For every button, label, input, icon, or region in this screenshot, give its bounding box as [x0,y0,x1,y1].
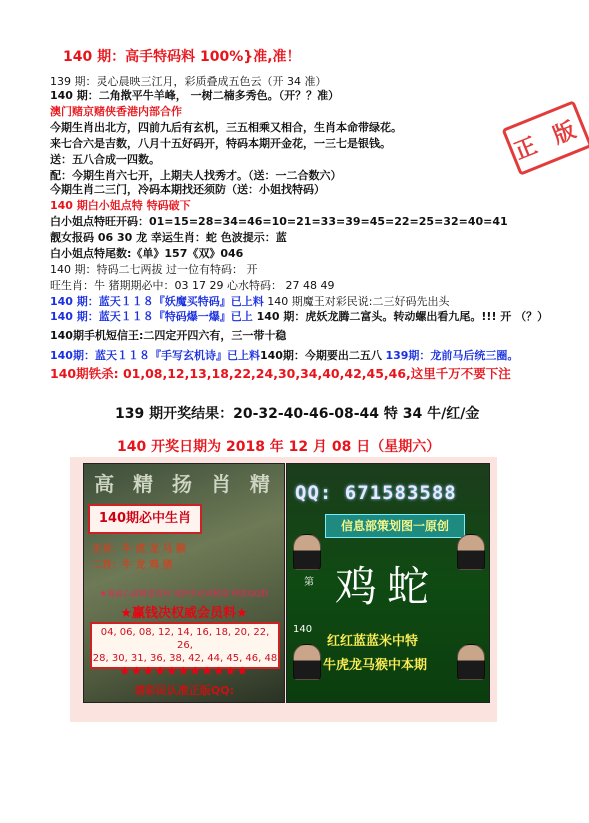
tail-numbers-line: 白小姐点特尾数:《单》157《双》046 [50,247,244,260]
line-140: 140 期：二角揿平牛羊峰， 一树二楠多秀色。（开？？准） [50,89,340,102]
left-promo-numbers [90,622,280,669]
result-139: 139 期开奖结果：20-32-40-46-08-44 特 34 牛/红/金 [115,406,480,422]
headline: 140 期：高手特码料 100%}准,准！ [63,49,301,65]
avatar [457,644,485,680]
right-promo-issue-number: 140 [293,624,313,635]
blue-sky-line-3 [50,348,518,363]
left-promo-lines [92,542,186,574]
right-promo-issue-label: 第 [304,577,314,588]
left-promo-line-2: 二肖：牛 龙 鸡 猪 [92,560,173,571]
avatar [293,534,321,570]
poem-line-2: 来七合六是吉数，八月十五好码开，特码本期开金花，一三七是银钱。 [50,137,391,150]
blue-sky-note-4: 139期：龙前马后统三圈。 [385,349,519,362]
lucky-zodiac-line: 旺生肖：牛 猪期期必中：03 17 29 心水特码： 27 48 49 [50,279,335,292]
poem-line-4: 配：今期生肖六七开，上期夫人找秀才。（送：一二合数六） [50,169,342,182]
iron-kill-line: 140期铁杀: 01,08,12,13,18,22,24,30,34,40,42,45,46,这里千万不要下注 [50,366,511,381]
poem-line-1: 今期生肖出北方，四前九后有玄机，三五相乘又相合，生肖本命带绿花。 [50,121,402,134]
left-promo-vip: ★赢钱决权威会员料★ [120,606,248,621]
blue-sky-line-1 [50,294,450,309]
left-promo-line-1: 正肖：牛 虎 龙 马 猴 [92,544,186,555]
poem-line-5: 今期生肖二三门，冷码本期找还须防（送：小姐找特码） [50,183,325,196]
left-promo-numbers-row-2: 28, 30, 31, 36, 38, 42, 44, 45, 46, 48 [92,653,278,664]
blue-sky-note-3: 140期：今期要出二五八 [259,349,382,362]
left-promo-title: 高 精 扬 肖 精 [94,472,276,496]
section-title-white-lady: 140 期白小姐点特 特码破下 [50,199,191,212]
left-promo-numbers-row-1: 04, 06, 08, 12, 14, 16, 18, 20, 22, 26, [100,627,270,651]
right-promo-line-1: 红红蓝蓝米中特 [327,634,419,649]
sms-king-line: 140期手机短信王:二四定开四六有，三一带十稳 [50,329,287,342]
left-promo-image [83,463,285,703]
blue-sky-note-1: 140 期魔王对彩民说:二三好码先出头 [263,295,450,308]
left-promo-stars: ★★★★★★★★★★★ [119,664,249,678]
blue-sky-note-2: 140 期：虎妖龙腾二富头。转动螺出看九尾。!!! 开 （？） [252,310,549,323]
girl-report-line: 靓女报码 06 30 龙 幸运生肖：蛇 色波提示：蓝 [50,231,287,244]
left-promo-slogan: ★请高心高精准资料 请到本站高精准 精准QQ群 [99,589,269,598]
poem-line-3: 送：五八合成一四数。 [50,153,160,166]
left-promo-box: 140期必中生肖 [88,504,202,534]
section-title-macau: 澳门赌京赌侠香港内部合作 [50,105,182,118]
special-numbers-line: 白小姐点特旺开码：01=15=28=34=46=10=21=33=39=45=22=25=32=40=41 [50,215,508,228]
left-promo-footer: 请彩民认准正版QQ: [133,684,235,697]
avatar [457,534,485,570]
right-promo-image [286,463,490,703]
right-promo-line-2: 牛虎龙马猴中本期 [323,658,428,673]
blue-sky-link-2[interactable]: 140 期：蓝天１１８『特码爆一爆』已上 [50,310,253,323]
blue-sky-link-1[interactable]: 140 期：蓝天１１８『妖魔买特码』已上料 [50,295,264,308]
right-promo-qq: QQ: 671583588 [295,482,457,504]
special-hint-line: 140 期：特码二七两拔 过一位有特码： 开 [50,263,258,276]
blue-sky-link-3[interactable]: 140期：蓝天１１８『手写玄机诗』已上料 [50,349,260,362]
right-promo-banner: 信息部策划图一原创 [325,514,465,538]
draw-date-140: 140 开奖日期为 2018 年 12 月 08 日（星期六） [117,439,441,455]
stamp: 正 版 [501,100,589,176]
avatar [293,644,321,680]
line-139: 139 期：灵心晨映三江月，彩质叠成五色云（开 34 准） [50,75,327,88]
right-promo-zodiac: 鸡蛇 [335,562,440,611]
blue-sky-line-2 [50,309,548,324]
